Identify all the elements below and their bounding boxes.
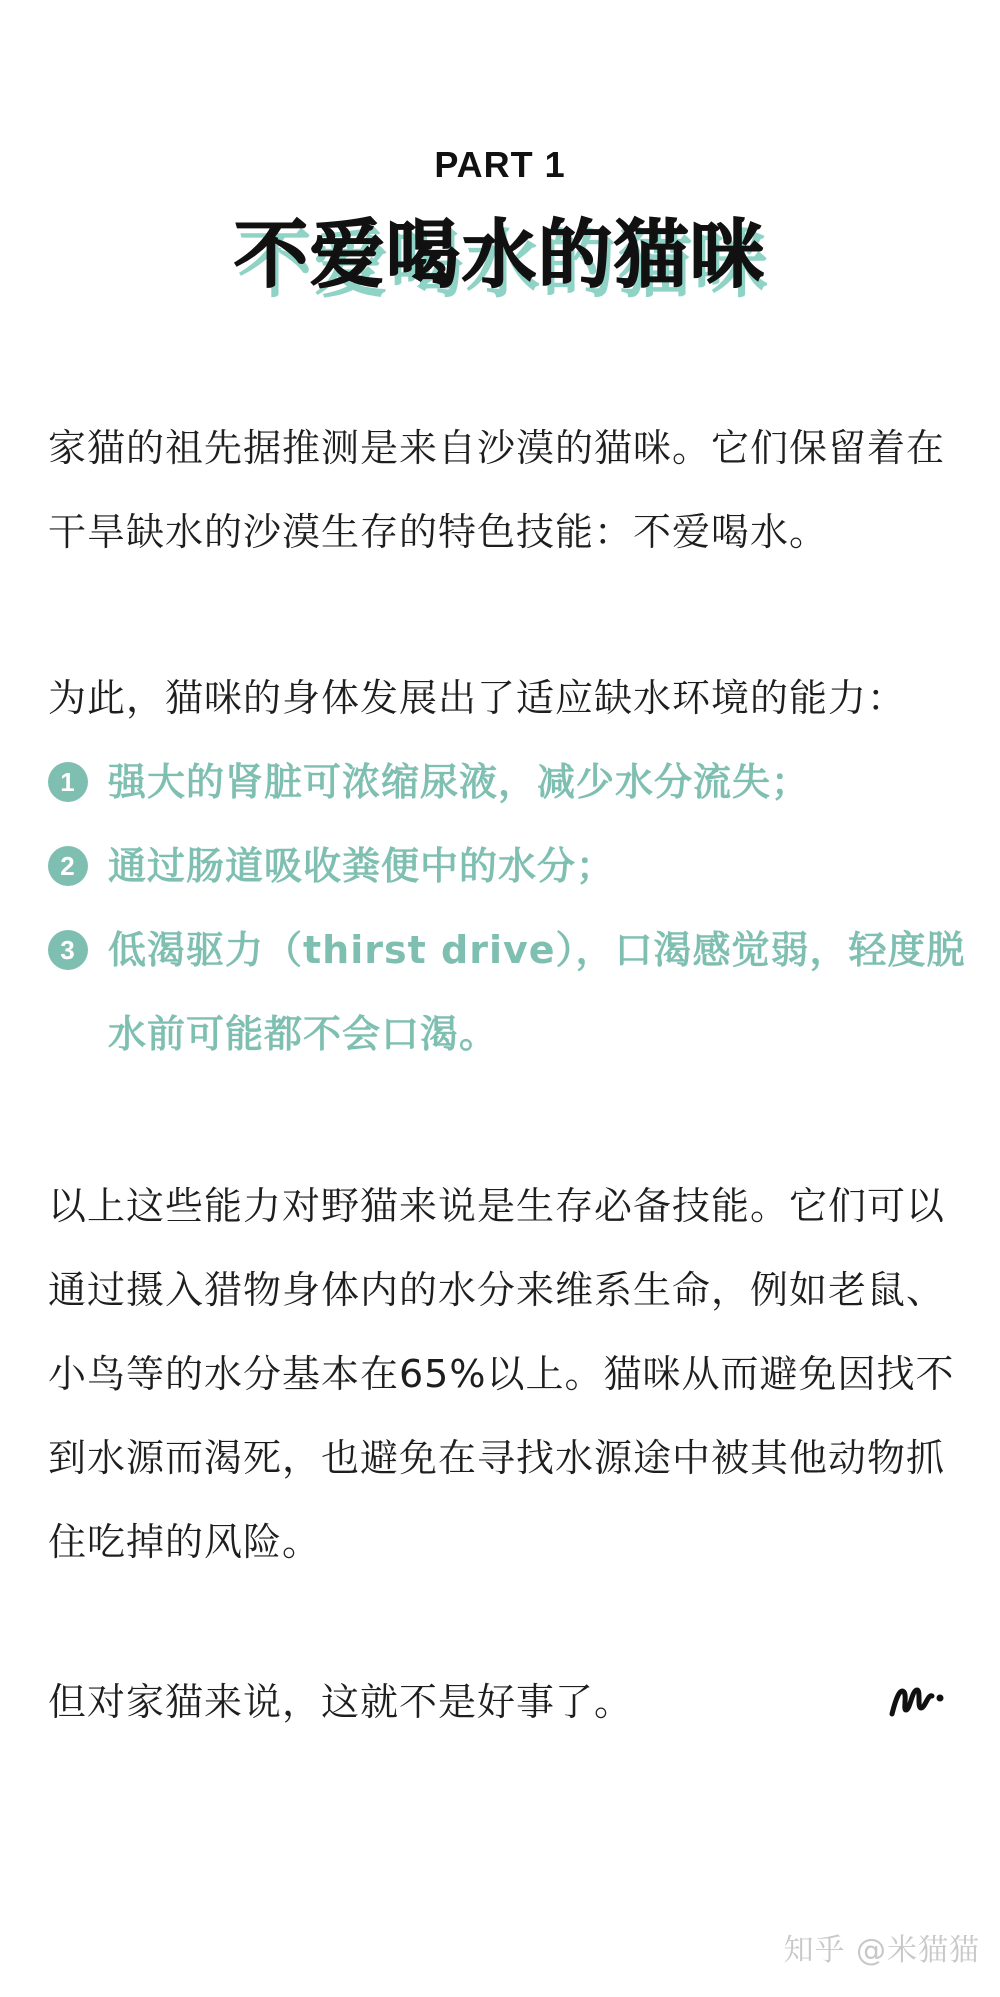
list-item — [48, 824, 968, 908]
list-item-text: 低渴驱力（thirst drive），口渴感觉弱，轻度脱水前可能都不会口渴。 — [108, 928, 966, 1056]
list-item-text: 强大的肾脏可浓缩尿液，减少水分流失； — [108, 760, 811, 804]
part-label: PART 1 — [434, 144, 566, 185]
abilities-intro-paragraph: 为此，猫咪的身体发展出了适应缺水环境的能力： — [48, 676, 907, 720]
page-title: 不爱喝水的猫咪 — [234, 212, 766, 298]
list-item-text: 通过肠道吸收粪便中的水分； — [108, 844, 616, 888]
watermark: 知乎 @米猫猫 — [783, 1933, 980, 1968]
article-header — [0, 140, 1000, 298]
signature-icon — [886, 1676, 946, 1724]
list-item — [48, 908, 968, 1076]
abilities-list — [48, 740, 968, 1076]
list-item — [48, 740, 968, 824]
number-badge: 1 — [48, 762, 88, 802]
number-badge: 3 — [48, 930, 88, 970]
conclusion-paragraph: 但对家猫来说，这就不是好事了。 — [48, 1680, 634, 1724]
number-badge: 2 — [48, 846, 88, 886]
intro-paragraph: 家猫的祖先据推测是来自沙漠的猫咪。它们保留着在干旱缺水的沙漠生存的特色技能：不爱喝水。 — [48, 426, 946, 554]
survival-paragraph: 以上这些能力对野猫来说是生存必备技能。它们可以通过摄入猎物身体内的水分来维系生命，例如老鼠、小鸟等的水分基本在65%以上。猫咪从而避免因找不到水源而渴死，也避免在寻找水源途中被其他动物抓住吃掉的风险。 — [48, 1184, 955, 1564]
